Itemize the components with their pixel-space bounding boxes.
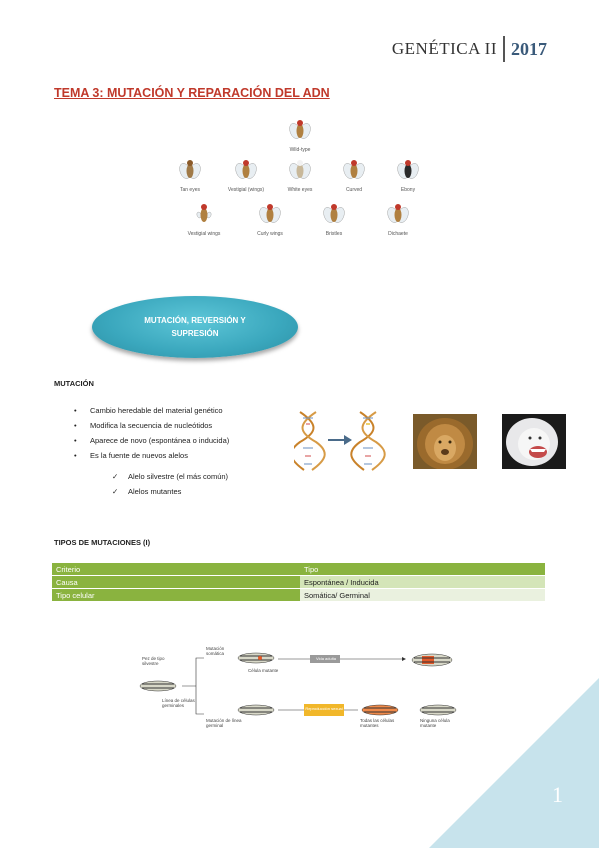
fly-icon xyxy=(322,204,347,224)
fish-all-mutant xyxy=(362,705,398,715)
diagram-label: Pez de tipo silvestre xyxy=(142,656,165,666)
fish-somatic xyxy=(238,653,274,663)
diagram-label: Todas las células mutantes xyxy=(360,718,395,728)
fly-label: Ebony xyxy=(400,187,416,193)
white-lion-photo xyxy=(502,414,566,469)
dna-mutation-illustration xyxy=(294,410,394,472)
lion-photo xyxy=(413,414,477,469)
fly-label: White eyes xyxy=(287,187,313,193)
diagram-label: Línea de células germinales xyxy=(162,698,195,708)
diagram-label: Mutación somática xyxy=(206,646,225,656)
fly-label: Curly wings xyxy=(257,231,283,237)
fly-label: Dichaete xyxy=(388,231,408,237)
fly-mutants-figure xyxy=(170,115,430,245)
mutacion-sub-bullets xyxy=(112,469,228,499)
fly-drawings xyxy=(170,115,430,245)
list-item: ✓ Alelo silvestre (el más común) xyxy=(112,469,228,484)
topic-title: TEMA 3: MUTACIÓN Y REPARACIÓN DEL ADN xyxy=(54,86,330,100)
fish-germline xyxy=(238,705,274,715)
dna-helix-left xyxy=(294,412,325,470)
tipos-title: TIPOS DE MUTACIONES (I) xyxy=(54,538,151,547)
zebrafish-mutation-diagram xyxy=(138,630,468,734)
header-subject: GENÉTICA II xyxy=(391,39,497,58)
table-row xyxy=(52,576,545,588)
mutacion-bullets xyxy=(74,403,229,463)
header-year: 2017 xyxy=(511,38,547,59)
table-cell: Tipo celular xyxy=(52,589,300,601)
table-row xyxy=(52,589,545,601)
list-item: • Es la fuente de nuevos alelos xyxy=(74,448,229,463)
mutacion-title: MUTACIÓN xyxy=(54,379,94,388)
fly-icon xyxy=(288,160,313,180)
diagram-label: Ninguna célula mutante xyxy=(420,718,450,728)
table-cell: Espontánea / Inducida xyxy=(300,576,545,588)
fly-icon xyxy=(396,160,421,180)
fly-label: Bristles xyxy=(325,231,343,237)
table-cell: Somática/ Germinal xyxy=(300,589,545,601)
fly-label: Vestigial wings xyxy=(187,231,221,237)
fly-icon xyxy=(258,204,283,224)
fly-icon xyxy=(342,160,367,180)
table-header-cell: Tipo xyxy=(300,563,545,575)
fly-icon xyxy=(234,160,259,180)
fly-icon xyxy=(178,160,203,180)
tipos-table xyxy=(52,562,545,602)
fish-adult-mosaic xyxy=(412,654,452,666)
diagram-label: Vida adulta xyxy=(316,656,336,661)
fish-wild-type xyxy=(140,681,176,691)
table-header-row xyxy=(52,563,545,575)
table-header-cell: Criterio xyxy=(52,563,300,575)
list-item: • Aparece de novo (espontánea o inducida) xyxy=(74,433,229,448)
zebrafish-drawing xyxy=(138,630,468,734)
fly-icon xyxy=(386,204,411,224)
diagram-label: Reproducción sexual xyxy=(305,706,343,711)
page-number: 1 xyxy=(552,782,563,807)
diagram-label: Mutación de línea germinal xyxy=(206,718,242,728)
fly-label: Vestigial (wings) xyxy=(227,187,265,193)
list-item: • Cambio heredable del material genético xyxy=(74,403,229,418)
header-separator xyxy=(503,36,505,62)
corner-decoration xyxy=(429,678,599,848)
section-oval xyxy=(92,296,298,358)
fly-icon xyxy=(196,204,212,222)
list-item: • Modifica la secuencia de nucleótidos xyxy=(74,418,229,433)
fly-label: Tan eyes xyxy=(179,187,200,193)
table-cell: Causa xyxy=(52,576,300,588)
page-header xyxy=(392,36,547,62)
oval-label: MUTACIÓN, REVERSIÓN Y SUPRESIÓN xyxy=(144,316,246,338)
list-item: ✓ Alelos mutantes xyxy=(112,484,228,499)
dna-helix-right xyxy=(351,412,384,470)
fly-label: Curved xyxy=(345,187,363,193)
arrow-icon xyxy=(328,435,352,445)
fly-icon xyxy=(288,120,313,140)
fly-label: Wild-type xyxy=(289,147,311,153)
diagram-label: Célula mutante xyxy=(248,668,279,673)
